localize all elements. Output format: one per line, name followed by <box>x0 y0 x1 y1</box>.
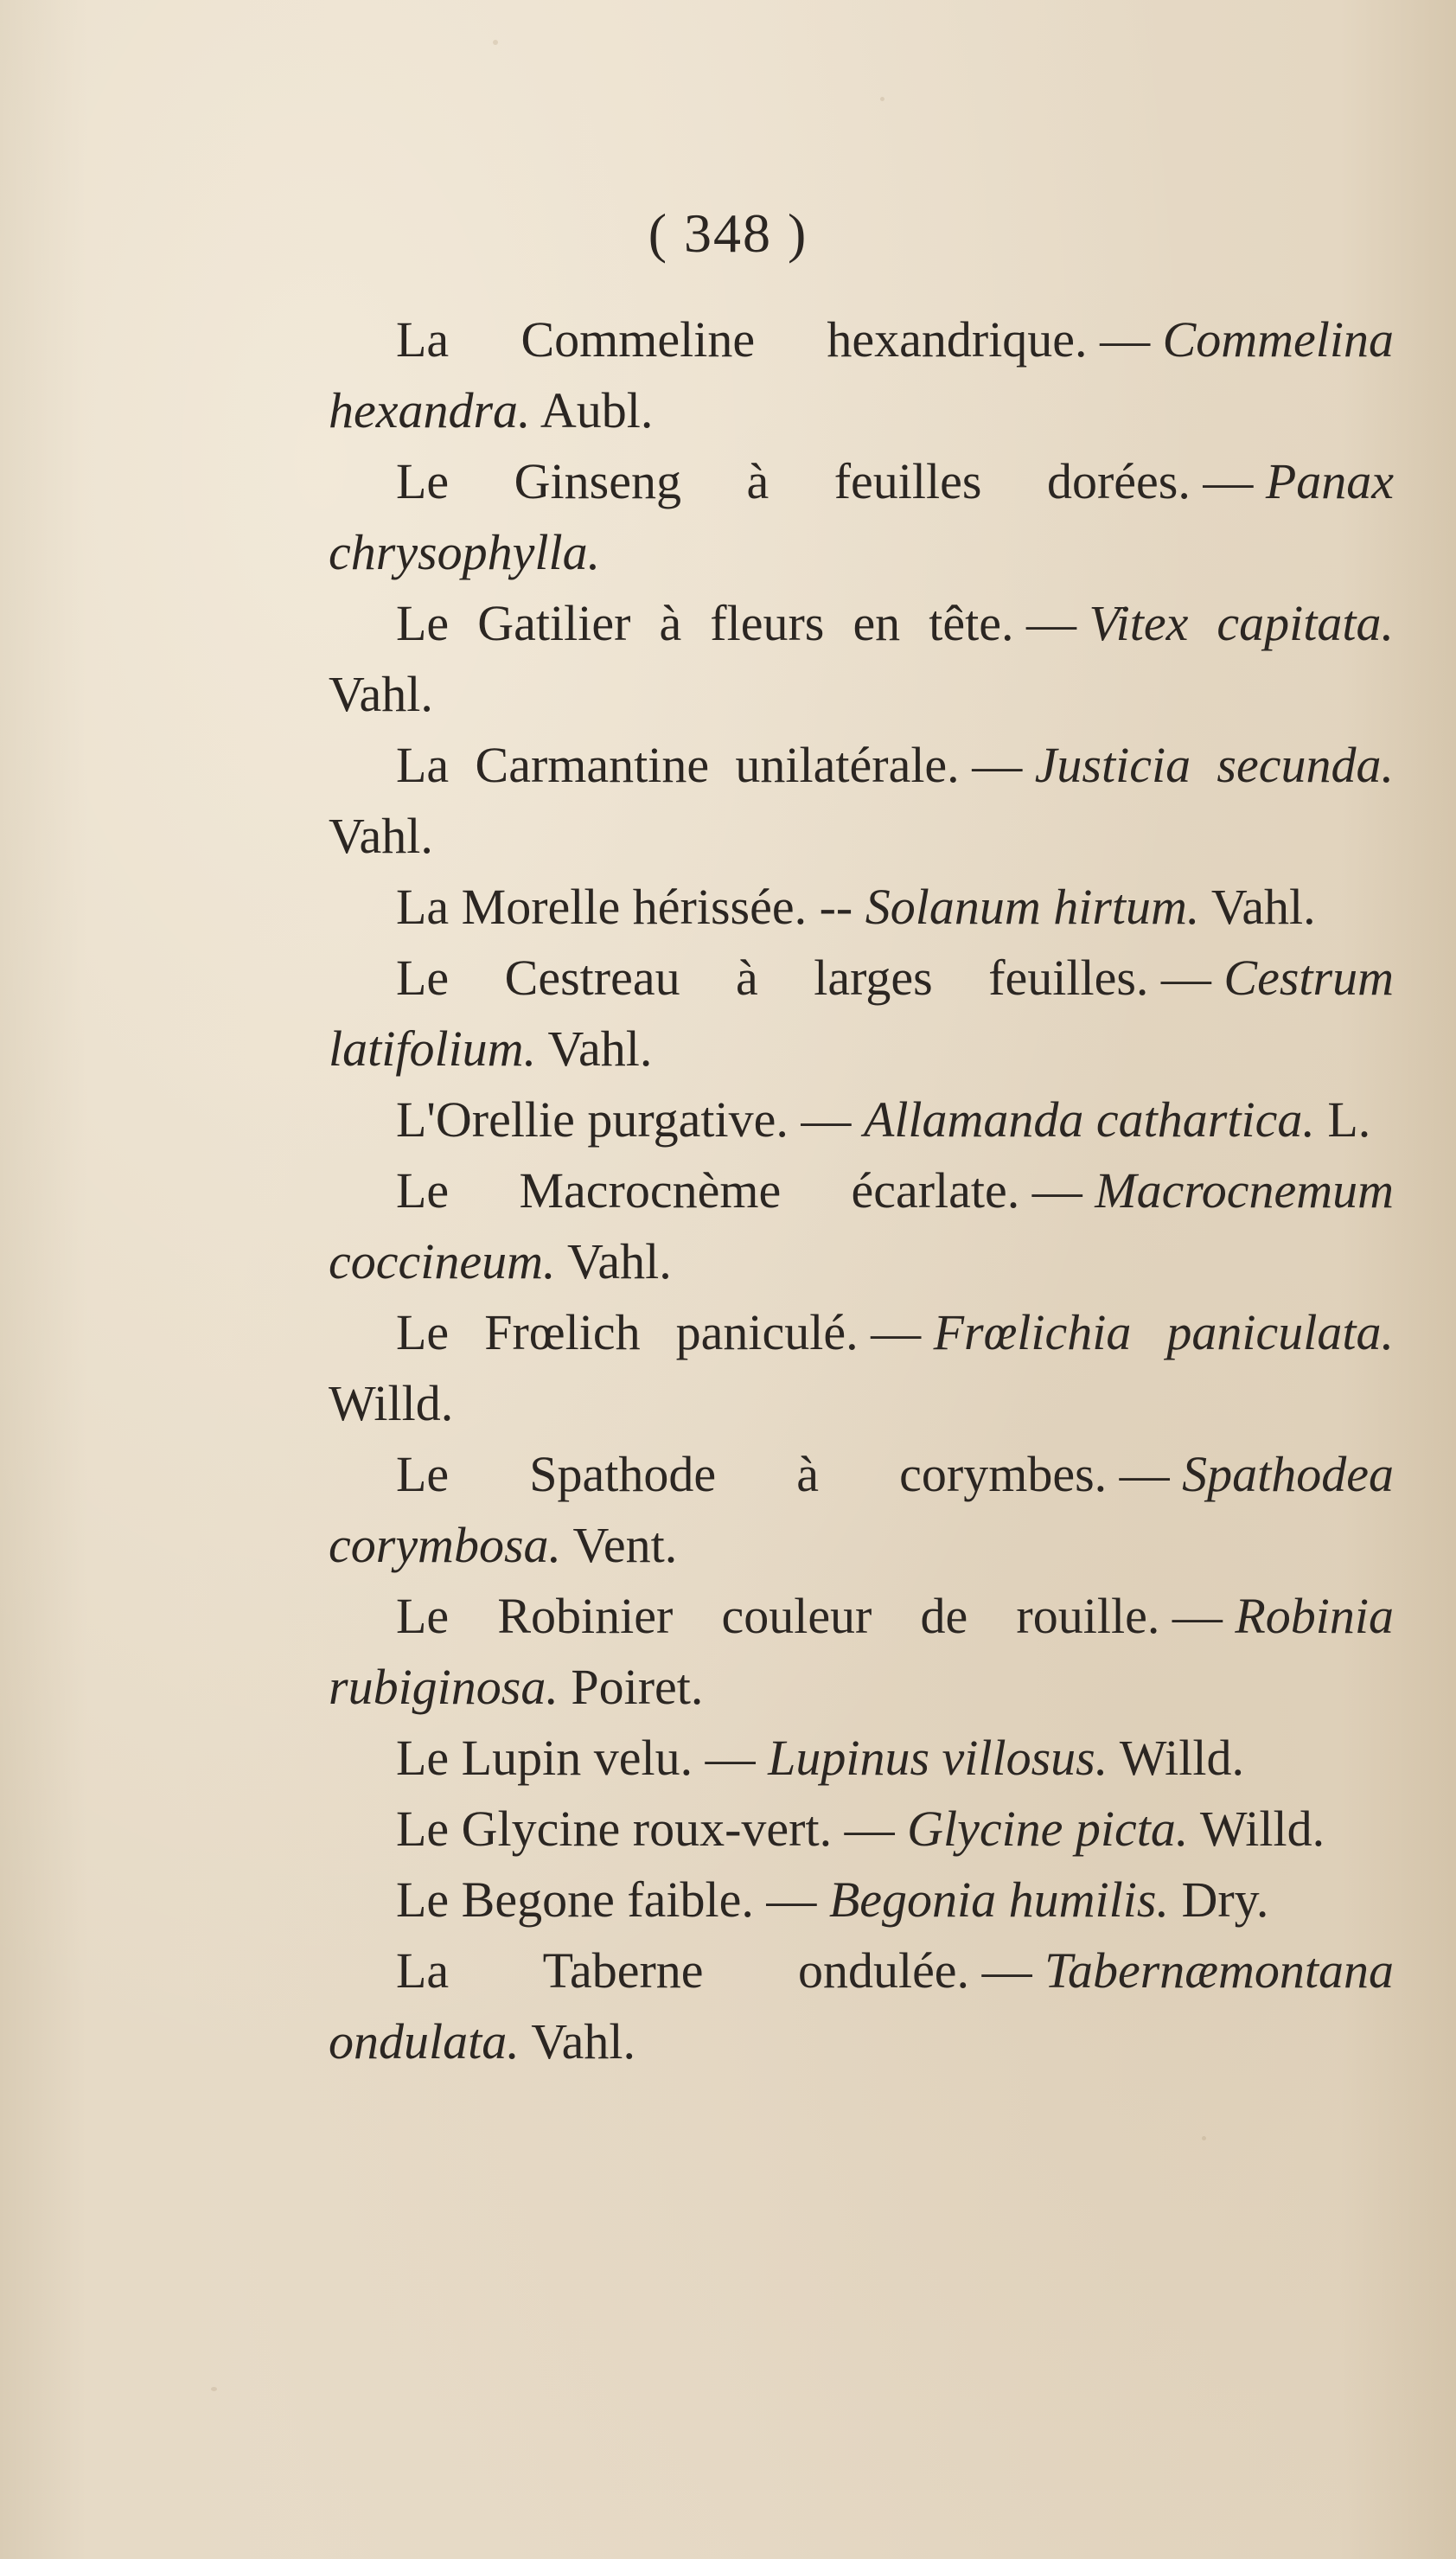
entry-dash: — <box>1025 595 1076 651</box>
species-entry <box>329 872 1394 943</box>
latin-name: Cestrum latifolium. <box>329 950 1394 1077</box>
author: Willd. <box>1199 1801 1325 1857</box>
entry-dash: — <box>1160 950 1211 1006</box>
entry-dash: — <box>844 1801 895 1857</box>
french-name: Le Macrocnème écarlate. <box>396 1162 1020 1219</box>
entry-dash: — <box>766 1871 817 1928</box>
species-entry <box>329 588 1394 730</box>
author: Vent. <box>572 1517 678 1573</box>
author: Vahl. <box>531 2013 636 2070</box>
latin-name: Lupinus villosus. <box>768 1730 1108 1786</box>
latin-name: Spathodea corymbosa. <box>329 1446 1394 1573</box>
french-name: Le Glycine roux-vert. <box>396 1801 833 1857</box>
french-name: Le Frœlich paniculé. <box>396 1304 859 1360</box>
french-name: L'Orellie purgative. <box>396 1091 789 1148</box>
page-number: ( 348 ) <box>648 202 808 264</box>
species-entry <box>329 1865 1394 1935</box>
french-name: Le Ginseng à feuilles dorées. <box>396 453 1191 509</box>
species-entry <box>329 730 1394 872</box>
species-entry <box>329 1297 1394 1439</box>
author: Vahl. <box>329 666 433 722</box>
paper-spot <box>493 40 498 45</box>
entry-dash: — <box>1031 1162 1082 1219</box>
species-entry <box>329 943 1394 1084</box>
latin-name: Commelina hexandra. <box>329 311 1394 438</box>
author: Vahl. <box>329 808 433 864</box>
author: Willd. <box>329 1375 454 1431</box>
latin-name: Solanum hirtum. <box>865 879 1200 935</box>
latin-name: Justicia secunda. <box>1034 737 1394 793</box>
latin-name: Vitex capitata. <box>1089 595 1394 651</box>
french-name: Le Gatilier à fleurs en tête. <box>396 595 1014 651</box>
french-name: La Taberne ondulée. <box>396 1942 970 1999</box>
species-entry <box>329 446 1394 588</box>
french-name: Le Lupin velu. <box>396 1730 693 1786</box>
author: Aubl. <box>540 382 654 438</box>
species-entry <box>329 1794 1394 1865</box>
species-entry <box>329 1084 1394 1155</box>
author: Dry. <box>1181 1871 1269 1928</box>
latin-name: Macrocnemum coccineum. <box>329 1162 1394 1289</box>
entry-dash: — <box>705 1730 756 1786</box>
entry-dash: — <box>1203 453 1254 509</box>
species-entry <box>329 1155 1394 1297</box>
latin-name: Frœlichia paniculata. <box>933 1304 1395 1360</box>
author: Vahl. <box>1210 879 1316 935</box>
species-entry <box>329 1935 1394 2077</box>
paper-spot <box>211 2387 217 2391</box>
latin-name: Robinia rubiginosa. <box>329 1588 1394 1715</box>
french-name: Le Robinier couleur de rouille. <box>396 1588 1160 1644</box>
latin-name: Allamanda cathartica. <box>863 1091 1315 1148</box>
french-name: Le Spathode à corymbes. <box>396 1446 1108 1502</box>
french-name: La Commeline hexandrique. <box>396 311 1088 368</box>
entry-dash: — <box>871 1304 922 1360</box>
author: Vahl. <box>566 1233 672 1289</box>
latin-name: Glycine picta. <box>907 1801 1189 1857</box>
author: Poiret. <box>571 1659 704 1715</box>
french-name: Le Begone faible. <box>396 1871 754 1928</box>
entry-dash: — <box>972 737 1023 793</box>
paper-spot <box>1202 2136 1206 2140</box>
author: Vahl. <box>547 1020 653 1077</box>
species-list <box>329 304 1394 2077</box>
entry-dash: — <box>1172 1588 1223 1644</box>
french-name: Le Cestreau à larges feuilles. <box>396 950 1149 1006</box>
author: L. <box>1327 1091 1371 1148</box>
entry-dash: — <box>801 1091 852 1148</box>
species-entry <box>329 304 1394 446</box>
author: Willd. <box>1119 1730 1244 1786</box>
french-name: La Morelle hérissée. <box>396 879 808 935</box>
french-name: La Carmantine unilatérale. <box>396 737 960 793</box>
entry-dash: — <box>1119 1446 1170 1502</box>
species-entry <box>329 1723 1394 1794</box>
entry-dash: -- <box>819 879 853 935</box>
paper-spot <box>880 97 884 101</box>
latin-name: Begonia humilis. <box>828 1871 1169 1928</box>
species-entry <box>329 1439 1394 1581</box>
latin-name: Panax chrysophylla. <box>329 453 1394 580</box>
species-entry <box>329 1581 1394 1723</box>
entry-dash: — <box>981 1942 1032 1999</box>
latin-name: Tabernæmontana ondulata. <box>329 1942 1394 2070</box>
entry-dash: — <box>1100 311 1151 368</box>
